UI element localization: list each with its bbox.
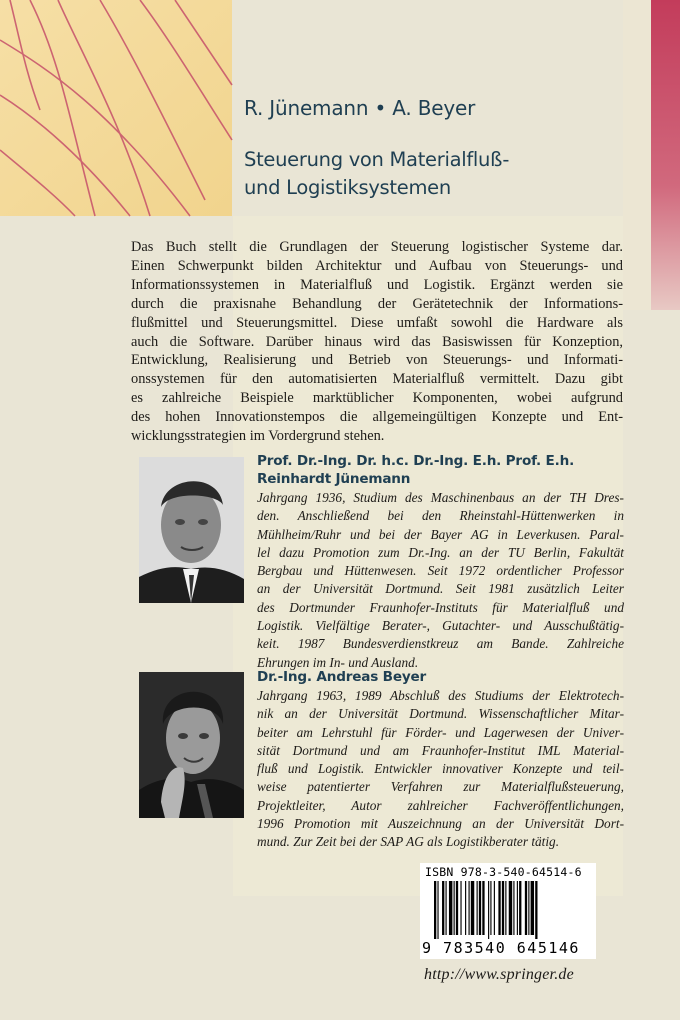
- barcode-bar: [454, 881, 455, 935]
- barcode-bar: [531, 881, 534, 935]
- barcode-bar: [505, 881, 506, 935]
- bio-line: Bergbau und Hüttenwesen. Seit 1972 ordentlicher Professor: [257, 563, 624, 579]
- author-name: [257, 668, 624, 686]
- barcode-bar: [469, 881, 470, 935]
- barcode-bar: [465, 881, 466, 935]
- description-line: Einen Schwerpunkt bilden Architektur und Aufbau von Steuerungs- und: [131, 257, 623, 274]
- barcode-bars: [434, 881, 590, 939]
- barcode-bar: [460, 881, 461, 935]
- author-name-line: Dr.-Ing. Andreas Beyer: [257, 669, 427, 685]
- bio-line: Mühlheim/Ruhr und bei der Bayer AG in Leverkusen. Paral-: [257, 526, 624, 542]
- author-bio-juenemann: [257, 452, 624, 672]
- author-photo-beyer: [139, 672, 244, 818]
- bio-line: nik an der Universität Dortmund. Wissenschaftlicher Mitar-: [257, 706, 624, 722]
- barcode-bar: [449, 881, 452, 935]
- isbn-barcode: [420, 863, 596, 959]
- barcode-bar: [477, 881, 478, 935]
- barcode-bar: [502, 881, 504, 935]
- bio-line: Logistik. Vielfältige Berater-, Gutachter- und Ausschußtätig-: [257, 618, 624, 634]
- description-line: es zahlreiche Beispiele marktüblicher Komponenten, wobei aufgrund: [131, 390, 623, 407]
- author-bio-text: [257, 489, 624, 672]
- barcode-bar: [513, 881, 514, 935]
- publisher-url[interactable]: http://www.springer.de: [424, 966, 574, 983]
- author-bio-beyer: [257, 668, 624, 852]
- bio-line: den. Anschließend bei den Rheinstahl-Hüttenwerken in: [257, 508, 624, 524]
- bio-line: des Dortmunder Fraunhofer-Instituts für Materialfluß und: [257, 599, 624, 615]
- bio-line: lel dazu Promotion zum Dr.-Ing. an der TU Berlin, Fakultät: [257, 544, 624, 560]
- isbn-text: ISBN 978-3-540-64514-6: [425, 865, 582, 879]
- barcode-bar: [494, 881, 495, 935]
- bio-line: an der Universität Dortmund. Seit 1981 zusätzlich Leiter: [257, 581, 624, 597]
- bio-line: mund. Zur Zeit bei der SAP AG als Logistikberater tätig.: [257, 834, 560, 850]
- bio-line: 1996 Promotion mit Auszeichnung an der Universität Dort-: [257, 816, 624, 832]
- barcode-bar: [479, 881, 481, 935]
- barcode-bar: [488, 881, 489, 939]
- barcode-bar: [519, 881, 521, 935]
- barcode-bar: [442, 881, 444, 935]
- book-title: [244, 146, 509, 202]
- bio-line: Jahrgang 1963, 1989 Abschluß des Studiums der Elektrotech-: [257, 688, 624, 703]
- cover-authors: R. Jünemann • A. Beyer: [244, 96, 476, 120]
- bio-line: sität Dortmund und am Fraunhofer-Institut IML Material-: [257, 742, 624, 758]
- barcode-bar: [498, 881, 500, 935]
- book-description: [131, 238, 623, 446]
- barcode-bar: [437, 881, 438, 939]
- bio-line: fluß und Logistik. Entwickler innovativer Konzepte und teil-: [257, 761, 624, 777]
- barcode-bar: [525, 881, 527, 935]
- bio-line: Projektleiter, Autor zahlreicher Fachveröffentlichungen,: [257, 797, 624, 813]
- author-name-line: Prof. Dr.-Ing. Dr. h.c. Dr.-Ing. E.h. Prof. E.h.: [257, 453, 575, 469]
- barcode-bar: [446, 881, 447, 935]
- barcode-bar: [517, 881, 518, 935]
- bio-line: Jahrgang 1936, Studium des Maschinenbaus an der TH Dres-: [257, 490, 624, 505]
- barcode-bar: [471, 881, 474, 935]
- author-photo-juenemann: [139, 457, 244, 603]
- description-line: Informationssystemen in Materialfluß und Logistik. Ergänzt werden sie: [131, 276, 623, 293]
- barcode-bar: [456, 881, 458, 935]
- barcode-bar: [434, 881, 436, 939]
- barcode-bar: [490, 881, 491, 935]
- bio-line: beiter am Lehrstuhl für Förder- und Lagerwesen der Univer-: [257, 724, 624, 740]
- description-line: Entwicklung, Realisierung und Betrieb von Steuerungs- und Informati-: [131, 352, 623, 369]
- description-line: flußmittel und Steuerungsmittel. Diese umfaßt sowohl die Hardware als: [131, 314, 623, 331]
- bio-line: keit. 1987 Bundesverdienstkreuz am Bande. Zahlreiche: [257, 636, 624, 652]
- author-name: [257, 452, 624, 488]
- description-line: onssystemen für den automatisierten Materialfluß vermittelt. Dazu gibt: [131, 371, 623, 388]
- barcode-bar: [509, 881, 512, 935]
- ean-digits: 9 783540 645146: [422, 939, 580, 957]
- description-line: auch die Software. Darüber hinaus wird das Basiswissen für Konzeption,: [131, 333, 623, 350]
- book-title-line: Steuerung von Materialfluß-: [244, 148, 510, 171]
- bio-line: Ehrungen im In- und Ausland.: [257, 654, 419, 670]
- description-line: des hohen Innovationstempos die allgemeingültigen Konzepte und Ent-: [131, 409, 623, 426]
- author-name-line: Reinhardt Jünemann: [257, 471, 411, 487]
- description-line: Das Buch stellt die Grundlagen der Steuerung logistischer Systeme dar.: [131, 239, 623, 255]
- description-line: wicklungsstrategien im Vordergrund stehen.: [131, 428, 385, 445]
- barcode-bar: [528, 881, 529, 935]
- book-title-line: und Logistiksystemen: [244, 176, 451, 199]
- barcode-bar: [535, 881, 537, 939]
- barcode-bar: [482, 881, 484, 935]
- author-bio-text: [257, 687, 624, 852]
- bio-line: weise patentierter Verfahren zur Materialflußsteuerung,: [257, 779, 624, 795]
- description-line: durch die praxisnahe Behandlung der Gerätetechnik der Informations-: [131, 295, 623, 312]
